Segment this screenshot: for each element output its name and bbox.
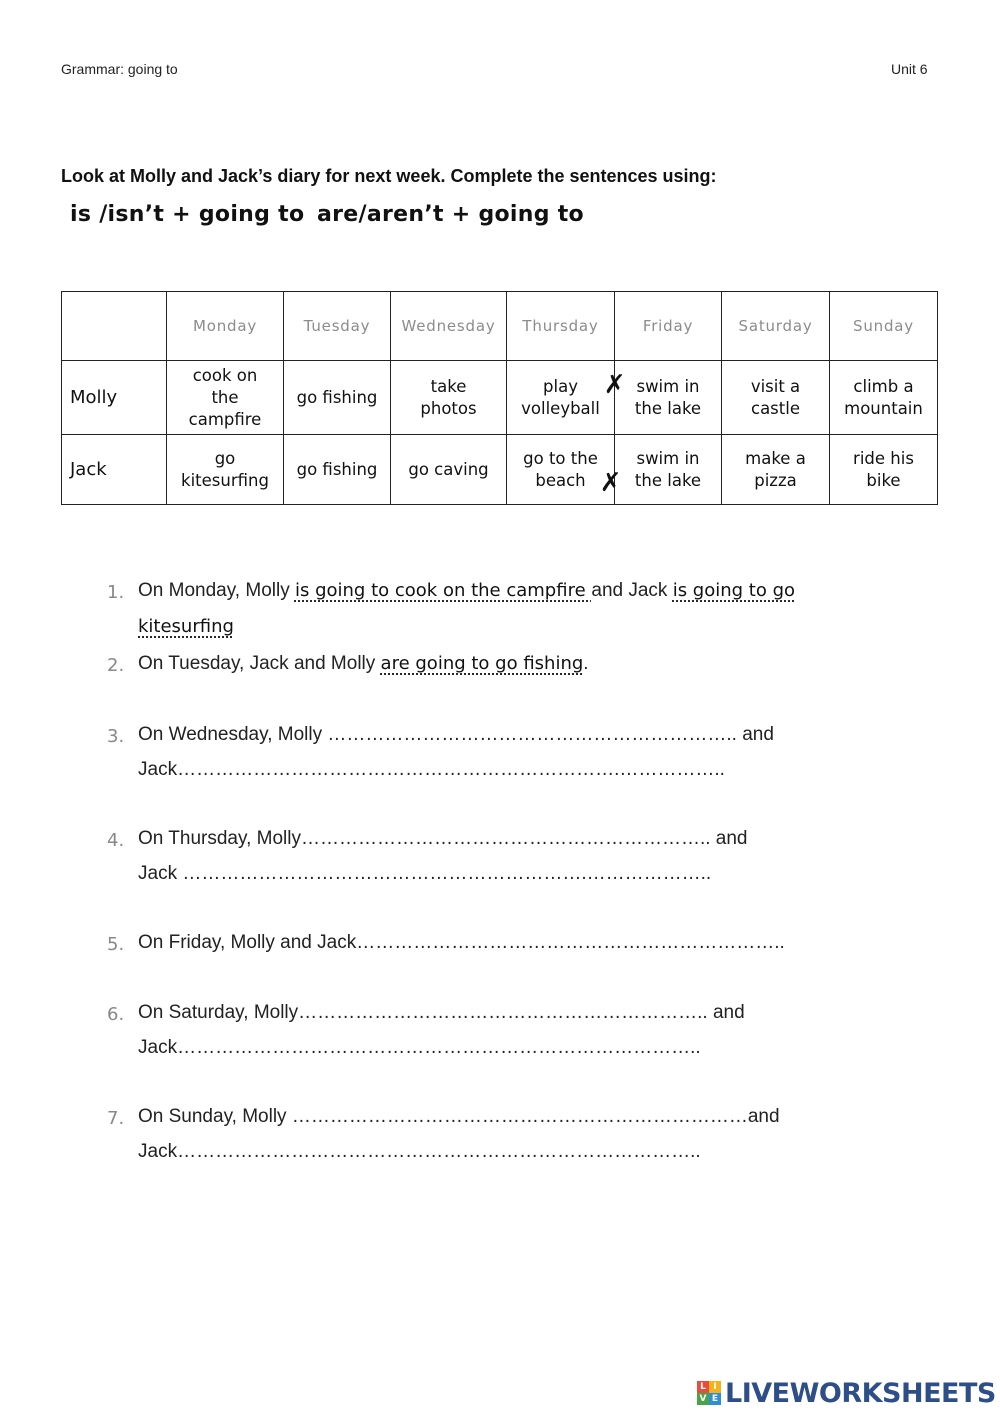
watermark-text: LIVEWORKSHEETS: [725, 1377, 996, 1409]
molly-wednesday-activity: [391, 361, 507, 435]
activity-text: make a pizza: [745, 448, 806, 490]
question-1-line-1: [138, 580, 795, 602]
instruction-text: Look at Molly and Jack’s diary for next week. Complete the sentences using:: [61, 166, 717, 186]
activity-text: swim in the lake: [634, 448, 702, 490]
activity-text: go to the beach: [523, 448, 598, 490]
answer-field[interactable]: kitesurfing: [138, 616, 234, 637]
answer-field[interactable]: is going to go: [672, 580, 796, 601]
question-6-line-1[interactable]: On Saturday, Molly……………………………………………………….. and: [138, 1002, 745, 1023]
question-number: 4.: [107, 830, 125, 851]
liveworksheets-logo-icon: [697, 1381, 721, 1405]
question-text: and Jack: [591, 580, 673, 601]
cross-icon: ✗: [603, 369, 626, 400]
question-text: On Tuesday, Jack and Molly: [138, 653, 381, 674]
empty-corner-cell: [62, 292, 167, 361]
activity-text: cook on the campfire: [188, 365, 262, 429]
question-7-line-2[interactable]: Jack………………………………………………………………………..: [138, 1141, 701, 1162]
activity-text: ride his bike: [853, 448, 914, 490]
question-3-line-1[interactable]: On Wednesday, Molly ……………………………………………………….. and: [138, 724, 774, 745]
row-name-molly: Molly: [62, 361, 167, 435]
molly-thursday-activity: [507, 361, 626, 435]
question-number: 1.: [107, 582, 125, 603]
header-title: Grammar: going to: [61, 61, 178, 77]
cross-icon: ✗: [599, 467, 622, 498]
day-header-row: [62, 292, 938, 361]
question-number: 5.: [107, 934, 125, 955]
activity-text: play volleyball: [521, 376, 600, 418]
logo-letter: L: [697, 1381, 709, 1393]
day-tuesday: Tuesday: [284, 292, 391, 361]
jack-friday-activity: [615, 435, 722, 505]
activity-text: climb a mountain: [844, 376, 923, 418]
answer-field[interactable]: are going to go fishing: [380, 653, 584, 674]
liveworksheets-watermark: [697, 1378, 996, 1408]
molly-monday-activity: [167, 361, 284, 435]
jack-monday-activity: [167, 435, 284, 505]
day-friday: Friday: [615, 292, 722, 361]
day-wednesday: Wednesday: [391, 292, 507, 361]
question-4-line-1[interactable]: On Thursday, Molly……………………………………………………….. and: [138, 828, 748, 849]
question-6-line-2[interactable]: Jack………………………………………………………………………..: [138, 1037, 701, 1058]
diary-table: [61, 291, 938, 505]
question-number: 2.: [107, 655, 125, 676]
day-sunday: Sunday: [830, 292, 938, 361]
question-7-line-1[interactable]: On Sunday, Molly ………………………………………………………………and: [138, 1106, 780, 1127]
question-number: 7.: [107, 1108, 125, 1129]
question-5-line-1[interactable]: On Friday, Molly and Jack…………………………………………………………..: [138, 932, 785, 953]
question-3-line-2[interactable]: Jack…………………………………………………………….……………..: [138, 759, 725, 780]
day-monday: Monday: [167, 292, 284, 361]
molly-friday-activity: [615, 361, 722, 435]
activity-wrap: [520, 448, 622, 498]
logo-letter: E: [709, 1393, 721, 1405]
question-2-line-1: [138, 653, 589, 675]
day-saturday: Saturday: [722, 292, 830, 361]
question-4-line-2[interactable]: Jack ……………………………………………………….………………..: [138, 863, 712, 884]
jack-tuesday-activity: go fishing: [284, 435, 391, 505]
question-text: .: [583, 653, 589, 674]
question-number: 3.: [107, 726, 125, 747]
activity-text: visit a castle: [750, 376, 801, 418]
logo-letter: I: [709, 1381, 721, 1393]
keyword-singular: is /isn’t + going to: [70, 202, 305, 227]
logo-letter: V: [697, 1393, 709, 1405]
molly-sunday-activity: [830, 361, 938, 435]
activity-wrap: [516, 369, 626, 420]
activity-text: take photos: [420, 376, 477, 418]
jack-thursday-activity: [507, 435, 622, 505]
jack-wednesday-activity: go caving: [391, 435, 507, 505]
jack-sunday-activity: [830, 435, 938, 505]
jack-saturday-activity: [722, 435, 830, 505]
row-name-jack: Jack: [62, 435, 167, 505]
question-number: 6.: [107, 1004, 125, 1025]
molly-tuesday-activity: go fishing: [284, 361, 391, 435]
activity-text: swim in the lake: [634, 376, 702, 418]
question-text: On Monday, Molly: [138, 580, 295, 601]
keyword-plural: are/aren’t + going to: [317, 202, 584, 227]
molly-saturday-activity: [722, 361, 830, 435]
jack-row: [62, 435, 938, 505]
answer-field[interactable]: is going to cook on the campfire: [294, 580, 592, 601]
activity-text: go kitesurfing: [181, 448, 269, 490]
molly-row: [62, 361, 938, 435]
question-1-line-2: [138, 616, 234, 638]
header-unit: Unit 6: [891, 61, 928, 77]
day-thursday: Thursday: [507, 292, 615, 361]
